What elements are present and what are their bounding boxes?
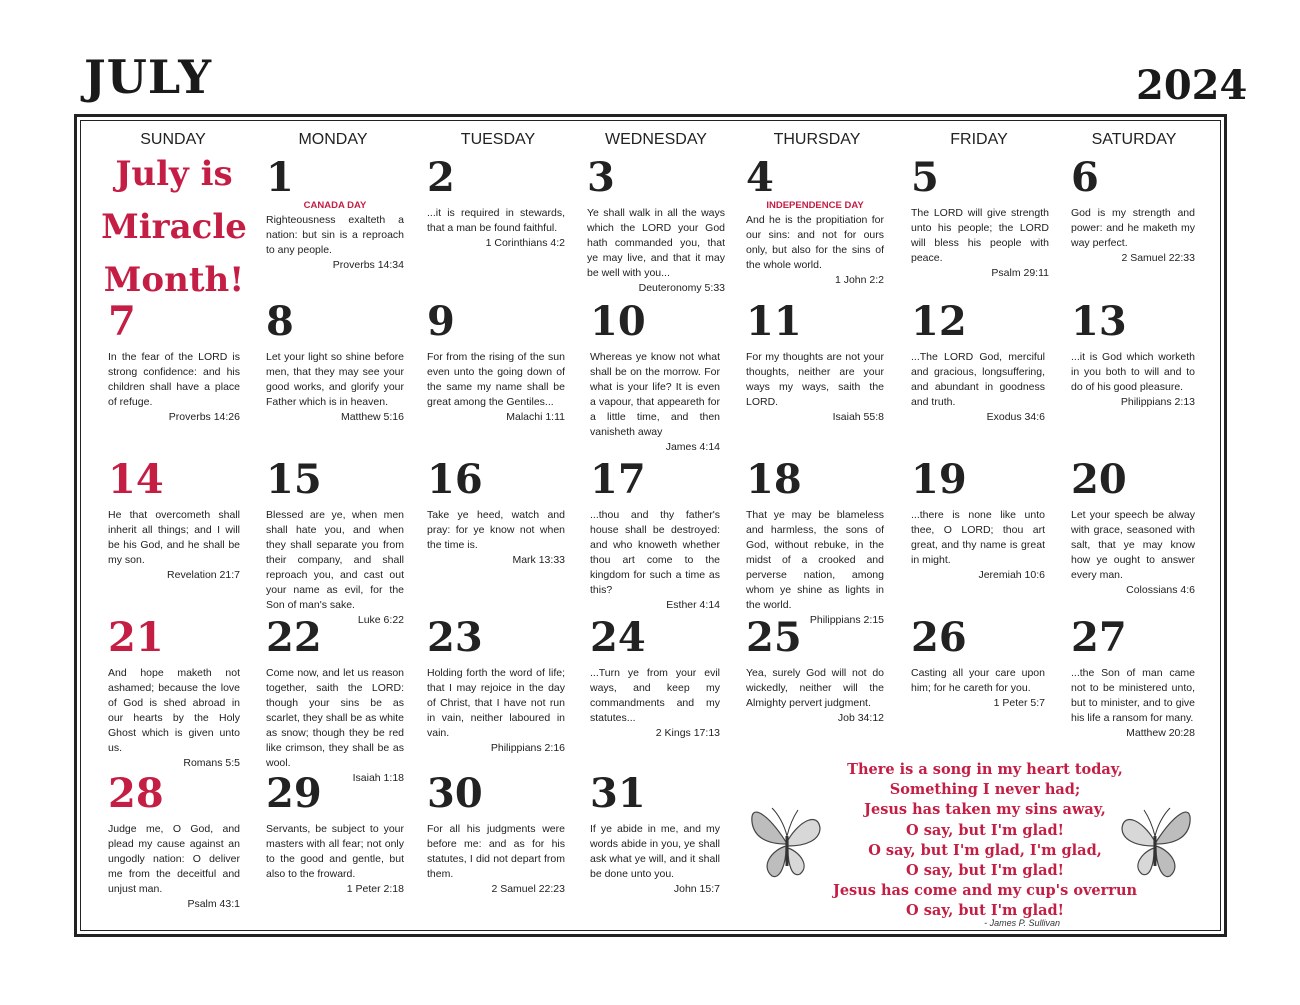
day-cell xyxy=(911,616,1045,711)
day-cell xyxy=(108,458,240,583)
weekday-friday: FRIDAY xyxy=(950,131,1008,148)
verse-reference: Exodus 34:6 xyxy=(986,411,1045,423)
day-number: 3 xyxy=(587,154,615,201)
day-number: 11 xyxy=(746,298,802,345)
day-verse: ...there is none like unto thee, O LORD; thou art great, and thy name is great in might. xyxy=(911,509,1045,566)
day-verse: For all his judgments were before me: and as for his statutes, I did not depart from them. xyxy=(427,823,565,880)
day-number: 5 xyxy=(911,154,939,201)
day-cell xyxy=(108,772,240,912)
poem-line: There is a song in my heart today, xyxy=(847,761,1123,778)
day-verse: ...the Son of man came not to be ministered unto, but to minister, and to give his life a ransom for many. xyxy=(1071,667,1195,724)
verse-reference: Psalm 29:11 xyxy=(991,267,1049,279)
day-cell xyxy=(427,156,565,251)
poem-line: O say, but I'm glad! xyxy=(906,862,1064,880)
day-verse: Blessed are ye, when men shall hate you, and when they shall separate you from their company, and shall reproach you, and cast out your name as evil, for the Son of man's sake. xyxy=(266,509,404,611)
day-cell xyxy=(590,616,720,741)
day-verse: For my thoughts are not your thoughts, neither are your ways my ways, saith the LORD. xyxy=(746,351,884,408)
day-cell xyxy=(911,300,1045,425)
day-cell xyxy=(1071,156,1195,266)
day-number: 14 xyxy=(108,456,164,503)
verse-reference: 1 Peter 5:7 xyxy=(993,697,1045,709)
day-number: 27 xyxy=(1071,614,1127,661)
day-cell xyxy=(746,616,884,726)
day-verse: ...The LORD God, merciful and gracious, longsuffering, and abundant in goodness and truth. xyxy=(911,351,1045,408)
day-cell xyxy=(1071,616,1195,741)
poem-line: Jesus has come and my cup's overrun xyxy=(832,882,1138,900)
year-title: 2024 xyxy=(1136,62,1248,109)
poem-line: O say, but I'm glad! xyxy=(906,902,1064,920)
day-number: 9 xyxy=(427,298,455,345)
day-verse: ...it is required in stewards, that a man be found faithful. xyxy=(427,207,565,234)
verse-reference: John 15:7 xyxy=(673,883,720,895)
verse-reference: Revelation 21:7 xyxy=(167,569,240,581)
day-verse: Let your light so shine before men, that they may see your good works, and glorify your Father which is in heaven. xyxy=(266,351,404,408)
verse-reference: 1 John 2:2 xyxy=(834,274,884,286)
weekday-monday: MONDAY xyxy=(298,131,368,148)
verse-reference: 2 Samuel 22:23 xyxy=(491,883,565,895)
day-cell xyxy=(746,458,884,628)
verse-reference: Mark 13:33 xyxy=(512,554,565,566)
month-title: JULY xyxy=(84,50,213,104)
day-number: 30 xyxy=(427,770,483,817)
weekday-wednesday: WEDNESDAY xyxy=(605,131,707,148)
day-number: 1 xyxy=(266,154,294,201)
day-verse: Let your speech be alway with grace, seasoned with salt, that ye may know how ye ought to answer every man. xyxy=(1071,509,1195,581)
day-verse: ...thou and thy father's house shall be destroyed: and who knoweth whether thou art come to the kingdom for such a time as this? xyxy=(590,509,720,596)
day-verse: Righteousness exalteth a nation: but sin is a reproach to any people. xyxy=(266,214,404,256)
day-verse: The LORD will give strength unto his people; the LORD will bless his people with peace. xyxy=(911,207,1049,264)
day-number: 23 xyxy=(427,614,483,661)
day-number: 25 xyxy=(746,614,802,661)
day-verse: And hope maketh not ashamed; because the love of God is shed abroad in our hearts by the Holy Ghost which is given unto us. xyxy=(108,667,240,754)
day-cell xyxy=(427,458,565,568)
day-cell xyxy=(266,156,404,273)
verse-reference: Philippians 2:13 xyxy=(1120,396,1195,408)
weekday-saturday: SATURDAY xyxy=(1091,131,1177,148)
day-cell xyxy=(266,458,404,628)
day-verse: He that overcometh shall inherit all things; and I will be his God, and he shall be my son. xyxy=(108,509,240,566)
day-cell xyxy=(911,458,1045,583)
day-number: 24 xyxy=(590,614,646,661)
day-number: 21 xyxy=(108,614,164,661)
poem-line: O say, but I'm glad! xyxy=(906,821,1064,839)
verse-reference: Isaiah 55:8 xyxy=(832,411,884,423)
poem-line: Something I never had; xyxy=(889,781,1081,799)
day-number: 28 xyxy=(108,770,164,817)
day-cell xyxy=(108,300,240,425)
verse-reference: 1 Peter 2:18 xyxy=(346,883,404,895)
day-verse: Yea, surely God will not do wickedly, neither will the Almighty pervert judgment. xyxy=(746,667,884,709)
banner-line-3: Month! xyxy=(103,260,245,300)
verse-reference: 2 Samuel 22:33 xyxy=(1121,252,1195,264)
day-cell xyxy=(746,300,884,425)
verse-reference: Matthew 20:28 xyxy=(1126,727,1195,739)
verse-reference: Colossians 4:6 xyxy=(1126,584,1195,596)
day-number: 19 xyxy=(911,456,967,503)
verse-reference: Psalm 43:1 xyxy=(187,898,240,910)
day-number: 31 xyxy=(590,770,646,817)
day-verse: Servants, be subject to your masters with all fear; not only to the good and gentle, but also to the froward. xyxy=(266,823,404,880)
poem-line: Jesus has taken my sins away, xyxy=(864,801,1106,819)
day-cell xyxy=(108,616,240,771)
day-cell xyxy=(590,458,720,613)
day-cell xyxy=(911,156,1049,281)
day-verse: And he is the propitiation for our sins: and not for ours only, but also for the sins of the whole world. xyxy=(746,214,884,271)
verse-reference: Matthew 5:16 xyxy=(340,411,404,423)
verse-reference: Luke 6:22 xyxy=(357,614,404,626)
day-verse: In the fear of the LORD is strong confidence: and his children shall have a place of refuge. xyxy=(108,351,240,408)
verse-reference: Jeremiah 10:6 xyxy=(978,569,1045,581)
weekday-thursday: THURSDAY xyxy=(773,131,861,148)
day-cell xyxy=(266,772,404,897)
day-cell xyxy=(427,772,565,897)
day-number: 20 xyxy=(1071,456,1127,503)
verse-reference: 2 Kings 17:13 xyxy=(655,727,720,739)
day-verse: Come now, and let us reason together, saith the LORD: though your sins be as scarlet, they shall be as white as snow; though they be red like crimson, they shall be as wool. xyxy=(266,667,404,769)
verse-reference: Deuteronomy 5:33 xyxy=(638,282,725,294)
verse-reference: James 4:14 xyxy=(665,441,720,453)
day-cell xyxy=(1071,300,1195,410)
verse-reference: Isaiah 1:18 xyxy=(352,772,404,784)
day-cell xyxy=(427,300,565,425)
day-number: 18 xyxy=(746,456,802,503)
day-cell xyxy=(266,616,404,786)
day-number: 12 xyxy=(911,298,967,345)
holiday-label: CANADA DAY xyxy=(303,200,367,211)
weekday-sunday: SUNDAY xyxy=(140,131,206,148)
poem xyxy=(825,760,1145,922)
day-number: 16 xyxy=(427,456,483,503)
day-verse: Judge me, O God, and plead my cause against an ungodly nation: O deliver me from the deceitful and unjust man. xyxy=(108,823,240,895)
verse-reference: 1 Corinthians 4:2 xyxy=(485,237,565,249)
verse-reference: Philippians 2:16 xyxy=(490,742,565,754)
weekday-tuesday: TUESDAY xyxy=(460,131,536,148)
butterfly-icon xyxy=(748,794,824,884)
day-number: 8 xyxy=(266,298,294,345)
day-verse: Holding forth the word of life; that I may rejoice in the day of Christ, that I have not run in vain, neither laboured in vain. xyxy=(427,667,565,739)
holiday-label: INDEPENDENCE DAY xyxy=(766,200,864,211)
day-number: 2 xyxy=(427,154,455,201)
day-verse: Take ye heed, watch and pray: for ye know not when the time is. xyxy=(427,509,565,551)
day-verse: ...it is God which worketh in you both to will and to do of his good pleasure. xyxy=(1071,351,1195,393)
verse-reference: Proverbs 14:26 xyxy=(168,411,240,423)
verse-reference: Job 34:12 xyxy=(837,712,884,724)
verse-reference: Esther 4:14 xyxy=(666,599,720,611)
day-number: 15 xyxy=(266,456,322,503)
day-verse: God is my strength and power: and he maketh my way perfect. xyxy=(1071,207,1195,249)
day-cell xyxy=(590,300,720,455)
poem-line: O say, but I'm glad, I'm glad, xyxy=(868,841,1102,859)
banner-line-1: July is xyxy=(115,154,233,194)
day-cell xyxy=(1071,458,1195,598)
day-number: 29 xyxy=(266,770,322,817)
day-cell xyxy=(427,616,565,756)
day-number: 10 xyxy=(590,298,646,345)
day-number: 7 xyxy=(108,298,136,345)
day-verse: ...Turn ye from your evil ways, and keep my commandments and my statutes... xyxy=(590,667,720,724)
poem-author: - James P. Sullivan xyxy=(984,918,1060,928)
day-number: 17 xyxy=(590,456,646,503)
day-number: 13 xyxy=(1071,298,1127,345)
day-number: 26 xyxy=(911,614,967,661)
day-verse: For from the rising of the sun even unto the going down of the same my name shall be great among the Gentiles... xyxy=(427,351,565,408)
day-verse: Ye shall walk in all the ways which the LORD your God hath commanded you, that ye may live, and that it may be well with you... xyxy=(587,207,725,279)
day-verse: Casting all your care upon him; for he careth for you. xyxy=(911,667,1045,694)
butterfly-icon xyxy=(1118,794,1194,884)
verse-reference: Malachi 1:11 xyxy=(506,411,565,423)
verse-reference: Proverbs 14:34 xyxy=(332,259,404,271)
day-number: 4 xyxy=(746,154,774,201)
day-verse: Whereas ye know not what shall be on the morrow. For what is your life? It is even a vapour, that appeareth for a little time, and then vanisheth away xyxy=(590,351,720,438)
day-number: 6 xyxy=(1071,154,1099,201)
banner-line-2: Miracle xyxy=(101,207,247,247)
day-cell xyxy=(746,156,884,288)
verse-reference: Philippians 2:15 xyxy=(809,614,884,626)
day-verse: If ye abide in me, and my words abide in you, ye shall ask what ye will, and it shall be done unto you. xyxy=(590,823,720,880)
day-cell xyxy=(587,156,725,296)
day-number: 22 xyxy=(266,614,322,661)
miracle-month-banner xyxy=(94,148,254,307)
verse-reference: Romans 5:5 xyxy=(183,757,240,769)
day-verse: That ye may be blameless and harmless, the sons of God, without rebuke, in the midst of a crooked and perverse nation, among whom ye shine as lights in the world. xyxy=(746,509,884,611)
day-cell xyxy=(590,772,720,897)
day-cell xyxy=(266,300,404,425)
